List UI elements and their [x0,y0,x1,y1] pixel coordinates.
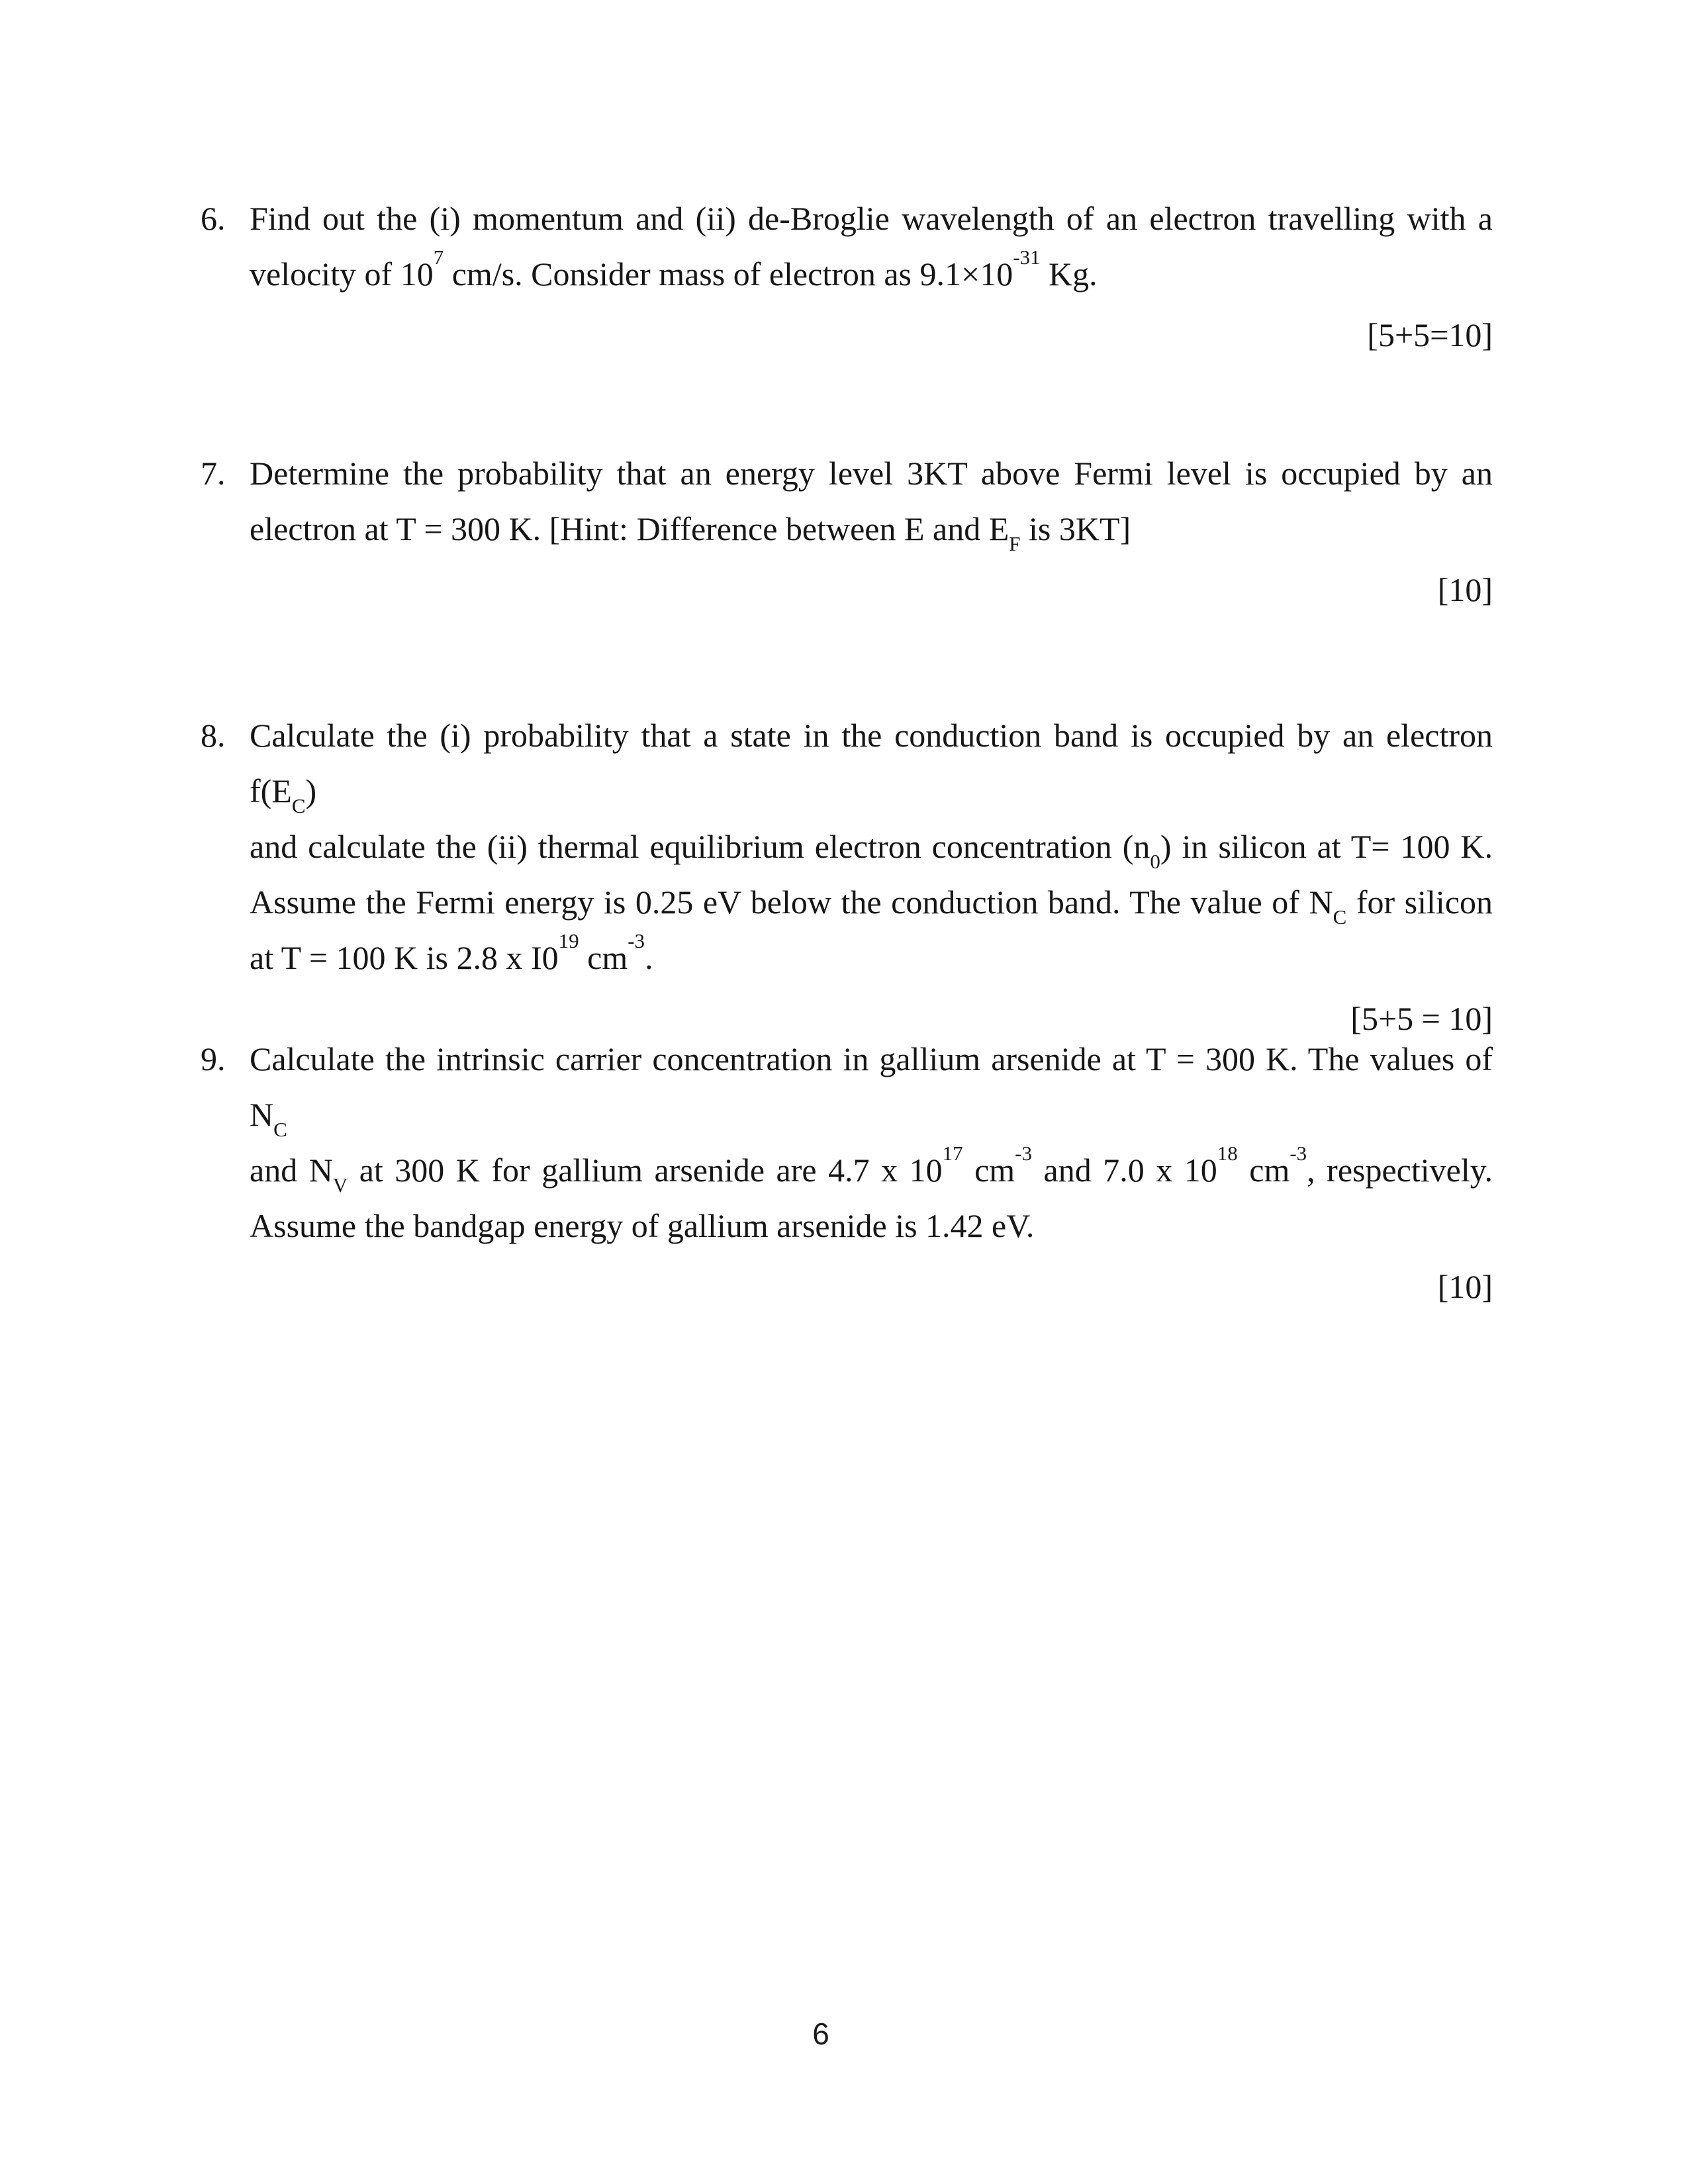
question-line: Assume the Fermi energy is 0.25 eV below the conduction band. The value of $N_C$ for silicon [250,884,1493,929]
marks-label: [5+5=10] [1367,316,1493,353]
superscript: 19 [558,929,579,953]
superscript: -31 [1013,246,1041,269]
question-number: 9. [201,1040,226,1077]
question-text [250,707,1493,985]
page-number: 6 [812,2017,829,2051]
question-8 [201,707,1493,1046]
question-number: 7. [201,455,226,492]
subscript: 0 [1150,849,1160,873]
superscript: -3 [1015,1142,1033,1165]
question-line: Calculate the intrinsic carrier concentration in gallium arsenide at T = 300 K. The values of $N_C$ [250,1040,1493,1141]
question-line: and $N_V$ at 300 K for gallium arsenide are 4.7 x $10^{17}$ $cm^{-3}$ and 7.0 x $10^{18}$ $cm^{-3}$, respectively. [250,1142,1493,1197]
superscript: 7 [433,246,444,269]
question-line: velocity of $10^7$ cm/s. Consider mass of electron as $9.1\times 10^{-31}$ Kg. [250,246,1098,293]
superscript: 18 [1217,1142,1238,1165]
question-text [250,445,1493,557]
question-text [250,1031,1493,1253]
superscript: -3 [628,929,645,953]
question-line: Calculate the (i) probability that a state in the conduction band is occupied by an electron $f(E_C)$ [250,717,1493,817]
subscript: F [1009,531,1021,555]
question-line: Find out the (i) momentum and (ii) de-Broglie wavelength of an electron travelling with a [250,200,1493,237]
question-number: 6. [201,200,226,237]
question-text [250,191,1493,302]
marks-label: [10] [1437,571,1493,608]
subscript: C [273,1117,287,1141]
question-9 [201,1031,1493,1314]
question-line: at T = 100 K is 2.8 x $I0^{19}$ $cm^{-3}$. [250,929,653,976]
question-line: Assume the bandgap energy of gallium arsenide is 1.42 eV. [250,1207,1035,1244]
subscript: C [291,794,306,817]
question-6 [201,191,1493,363]
marks-label: [10] [1437,1268,1493,1305]
question-number: 8. [201,717,226,754]
question-7 [201,445,1493,617]
question-line: Determine the probability that an energy level 3KT above Fermi level is occupied by an [250,455,1493,492]
question-line: electron at T = 300 K. [Hint: Difference between E and $E_F$ is 3KT] [250,510,1131,555]
subscript: V [332,1173,348,1197]
superscript: -3 [1289,1142,1307,1165]
superscript: 17 [942,1142,963,1165]
marks-label: [5+5 = 10] [1350,1000,1493,1037]
question-line: and calculate the (ii) thermal equilibrium electron concentration $(n_0)$ in silicon at T= 100 K. [250,828,1493,873]
subscript: C [1333,905,1347,929]
